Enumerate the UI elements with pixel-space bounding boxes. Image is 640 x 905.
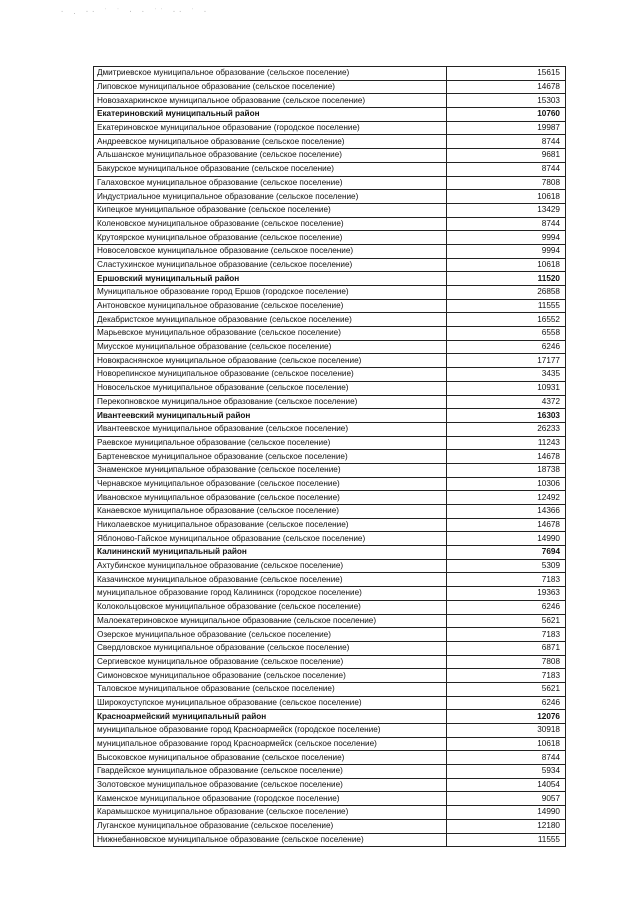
municipality-name: Индустриальное муниципальное образование (сельское поселение) (94, 190, 447, 204)
table-row (94, 806, 566, 820)
municipality-value: 5309 (447, 559, 566, 573)
table-row (94, 327, 566, 341)
municipality-name: Екатериновское муниципальное образование (городское поселение) (94, 121, 447, 135)
table-row (94, 94, 566, 108)
table-row (94, 477, 566, 491)
municipality-value: 26233 (447, 422, 566, 436)
table-row (94, 381, 566, 395)
municipality-name: Симоновское муниципальное образование (сельское поселение) (94, 669, 447, 683)
table-row (94, 135, 566, 149)
table-row (94, 669, 566, 683)
municipality-name: Таловское муниципальное образование (сельское поселение) (94, 682, 447, 696)
municipality-value: 26858 (447, 286, 566, 300)
table-row (94, 792, 566, 806)
table-row (94, 751, 566, 765)
municipality-name: Раевское муниципальное образование (сельское поселение) (94, 436, 447, 450)
allocation-table (93, 66, 566, 847)
municipality-value: 10618 (447, 258, 566, 272)
municipality-value: 15303 (447, 94, 566, 108)
municipality-value: 8744 (447, 135, 566, 149)
table-row (94, 190, 566, 204)
table-row (94, 833, 566, 847)
municipality-value: 7183 (447, 628, 566, 642)
municipality-value: 6246 (447, 696, 566, 710)
table-row (94, 149, 566, 163)
district-row (94, 546, 566, 560)
municipality-name: Крутоярское муниципальное образование (сельское поселение) (94, 231, 447, 245)
table-row (94, 121, 566, 135)
table-row (94, 299, 566, 313)
table-row (94, 176, 566, 190)
municipality-value: 6246 (447, 600, 566, 614)
municipality-value: 7808 (447, 176, 566, 190)
municipality-value: 12180 (447, 819, 566, 833)
municipality-name: Ивановское муниципальное образование (сельское поселение) (94, 491, 447, 505)
municipality-value: 6558 (447, 327, 566, 341)
municipality-name: Новорепинское муниципальное образование (сельское поселение) (94, 368, 447, 382)
municipality-name: Антоновское муниципальное образование (сельское поселение) (94, 299, 447, 313)
table-row (94, 682, 566, 696)
district-name: Екатериновский муниципальный район (94, 108, 447, 122)
municipality-value: 14990 (447, 806, 566, 820)
table-row (94, 231, 566, 245)
municipality-name: Озерское муниципальное образование (сельское поселение) (94, 628, 447, 642)
table-row (94, 614, 566, 628)
municipality-value: 7183 (447, 573, 566, 587)
table-row (94, 258, 566, 272)
municipality-name: Перекопновское муниципальное образование (сельское поселение) (94, 395, 447, 409)
municipality-name: Альшанское муниципальное образование (сельское поселение) (94, 149, 447, 163)
municipality-name: Кипецкое муниципальное образование (сельское поселение) (94, 203, 447, 217)
municipality-name: Дмитриевское муниципальное образование (сельское поселение) (94, 67, 447, 81)
municipality-value: 17177 (447, 354, 566, 368)
municipality-value: 8744 (447, 751, 566, 765)
district-name: Калининский муниципальный район (94, 546, 447, 560)
scan-noise: · . ·· ˙ ˙ · · ˙˙ ·· ˙ · (60, 8, 210, 16)
table-row (94, 696, 566, 710)
municipality-name: Чернавское муниципальное образование (сельское поселение) (94, 477, 447, 491)
municipality-value: 5621 (447, 682, 566, 696)
municipality-name: Луганское муниципальное образование (сельское поселение) (94, 819, 447, 833)
table-row (94, 641, 566, 655)
municipality-value: 14054 (447, 778, 566, 792)
table-row (94, 600, 566, 614)
municipality-name: Яблоново-Гайское муниципальное образование (сельское поселение) (94, 532, 447, 546)
municipality-value: 11243 (447, 436, 566, 450)
municipality-name: Липовское муниципальное образование (сельское поселение) (94, 80, 447, 94)
municipality-value: 14678 (447, 450, 566, 464)
municipality-value: 30918 (447, 724, 566, 738)
municipality-name: Новокраснянское муниципальное образование (сельское поселение) (94, 354, 447, 368)
municipality-name: Новозахаркинское муниципальное образование (сельское поселение) (94, 94, 447, 108)
district-row (94, 409, 566, 423)
table-row (94, 368, 566, 382)
table-row (94, 313, 566, 327)
municipality-value: 10931 (447, 381, 566, 395)
district-value: 16303 (447, 409, 566, 423)
table-row (94, 518, 566, 532)
municipality-value: 14678 (447, 518, 566, 532)
district-row (94, 710, 566, 724)
municipality-name: Нижнебанновское муниципальное образование (сельское поселение) (94, 833, 447, 847)
table-row (94, 395, 566, 409)
table-row (94, 532, 566, 546)
table-row (94, 505, 566, 519)
municipality-name: Казачинское муниципальное образование (сельское поселение) (94, 573, 447, 587)
district-value: 10760 (447, 108, 566, 122)
municipality-value: 12492 (447, 491, 566, 505)
table-row (94, 244, 566, 258)
municipality-value: 7808 (447, 655, 566, 669)
district-name: Ершовский муниципальный район (94, 272, 447, 286)
municipality-name: Новосельское муниципальное образование (сельское поселение) (94, 381, 447, 395)
municipality-value: 9994 (447, 244, 566, 258)
municipality-value: 10618 (447, 190, 566, 204)
table-row (94, 491, 566, 505)
municipality-name: Бартеневское муниципальное образование (сельское поселение) (94, 450, 447, 464)
municipality-value: 14678 (447, 80, 566, 94)
district-name: Ивантеевский муниципальный район (94, 409, 447, 423)
municipality-value: 3435 (447, 368, 566, 382)
municipality-name: Золотовское муниципальное образование (сельское поселение) (94, 778, 447, 792)
municipality-name: Ивантеевское муниципальное образование (сельское поселение) (94, 422, 447, 436)
table-row (94, 340, 566, 354)
table-row (94, 463, 566, 477)
municipality-name: Сергиевское муниципальное образование (сельское поселение) (94, 655, 447, 669)
district-row (94, 272, 566, 286)
municipality-value: 10618 (447, 737, 566, 751)
table-row (94, 422, 566, 436)
municipality-value: 15615 (447, 67, 566, 81)
table-row (94, 354, 566, 368)
municipality-value: 5934 (447, 765, 566, 779)
table-row (94, 436, 566, 450)
municipality-value: 6246 (447, 340, 566, 354)
municipality-value: 16552 (447, 313, 566, 327)
municipality-name: муниципальное образование город Калининск (городское поселение) (94, 587, 447, 601)
municipality-name: Канаевское муниципальное образование (сельское поселение) (94, 505, 447, 519)
table-row (94, 724, 566, 738)
district-value: 7694 (447, 546, 566, 560)
municipality-value: 9057 (447, 792, 566, 806)
municipality-value: 10306 (447, 477, 566, 491)
municipality-value: 13429 (447, 203, 566, 217)
table-row (94, 765, 566, 779)
table-row (94, 80, 566, 94)
municipality-name: Колокольцовское муниципальное образование (сельское поселение) (94, 600, 447, 614)
table-row (94, 819, 566, 833)
table-row (94, 162, 566, 176)
municipality-value: 8744 (447, 217, 566, 231)
municipality-name: Марьевское муниципальное образование (сельское поселение) (94, 327, 447, 341)
municipality-value: 11555 (447, 299, 566, 313)
table-row (94, 286, 566, 300)
municipality-value: 18738 (447, 463, 566, 477)
municipality-value: 11555 (447, 833, 566, 847)
municipality-name: Миусское муниципальное образование (сельское поселение) (94, 340, 447, 354)
municipality-name: Ахтубинское муниципальное образование (сельское поселение) (94, 559, 447, 573)
municipality-value: 19363 (447, 587, 566, 601)
municipality-value: 9994 (447, 231, 566, 245)
district-row (94, 108, 566, 122)
municipality-name: Галаховское муниципальное образование (сельское поселение) (94, 176, 447, 190)
table-row (94, 203, 566, 217)
municipality-name: Сластухинское муниципальное образование (сельское поселение) (94, 258, 447, 272)
municipality-value: 6871 (447, 641, 566, 655)
table-row (94, 573, 566, 587)
municipality-name: Карамышское муниципальное образование (сельское поселение) (94, 806, 447, 820)
municipality-name: Знаменское муниципальное образование (сельское поселение) (94, 463, 447, 477)
municipality-value: 4372 (447, 395, 566, 409)
municipality-name: Широкоуступское муниципальное образование (сельское поселение) (94, 696, 447, 710)
table-row (94, 450, 566, 464)
table-row (94, 628, 566, 642)
table-row (94, 67, 566, 81)
municipality-name: муниципальное образование город Красноармейск (городское поселение) (94, 724, 447, 738)
district-value: 11520 (447, 272, 566, 286)
municipality-value: 19987 (447, 121, 566, 135)
table-body (94, 67, 566, 847)
municipality-name: Коленовское муниципальное образование (сельское поселение) (94, 217, 447, 231)
municipality-name: Свердловское муниципальное образование (сельское поселение) (94, 641, 447, 655)
municipality-value: 9681 (447, 149, 566, 163)
municipality-name: Андреевское муниципальное образование (сельское поселение) (94, 135, 447, 149)
municipality-name: Каменское муниципальное образование (городское поселение) (94, 792, 447, 806)
municipality-name: Муниципальное образование город Ершов (городское поселение) (94, 286, 447, 300)
table-row (94, 655, 566, 669)
municipality-name: муниципальное образование город Красноармейск (сельское поселение) (94, 737, 447, 751)
municipality-name: Новоселовское муниципальное образование (сельское поселение) (94, 244, 447, 258)
municipality-value: 14366 (447, 505, 566, 519)
table-row (94, 559, 566, 573)
table-row (94, 217, 566, 231)
district-value: 12076 (447, 710, 566, 724)
district-name: Красноармейский муниципальный район (94, 710, 447, 724)
table-row (94, 778, 566, 792)
municipality-value: 14990 (447, 532, 566, 546)
municipality-name: Высоковское муниципальное образование (сельское поселение) (94, 751, 447, 765)
municipality-value: 5621 (447, 614, 566, 628)
municipality-name: Декабристское муниципальное образование (сельское поселение) (94, 313, 447, 327)
municipality-name: Гвардейское муниципальное образование (сельское поселение) (94, 765, 447, 779)
municipality-value: 8744 (447, 162, 566, 176)
municipality-name: Николаевское муниципальное образование (сельское поселение) (94, 518, 447, 532)
municipality-name: Малоекатериновское муниципальное образование (сельское поселение) (94, 614, 447, 628)
municipality-value: 7183 (447, 669, 566, 683)
table-row (94, 737, 566, 751)
municipality-name: Бакурское муниципальное образование (сельское поселение) (94, 162, 447, 176)
table-row (94, 587, 566, 601)
